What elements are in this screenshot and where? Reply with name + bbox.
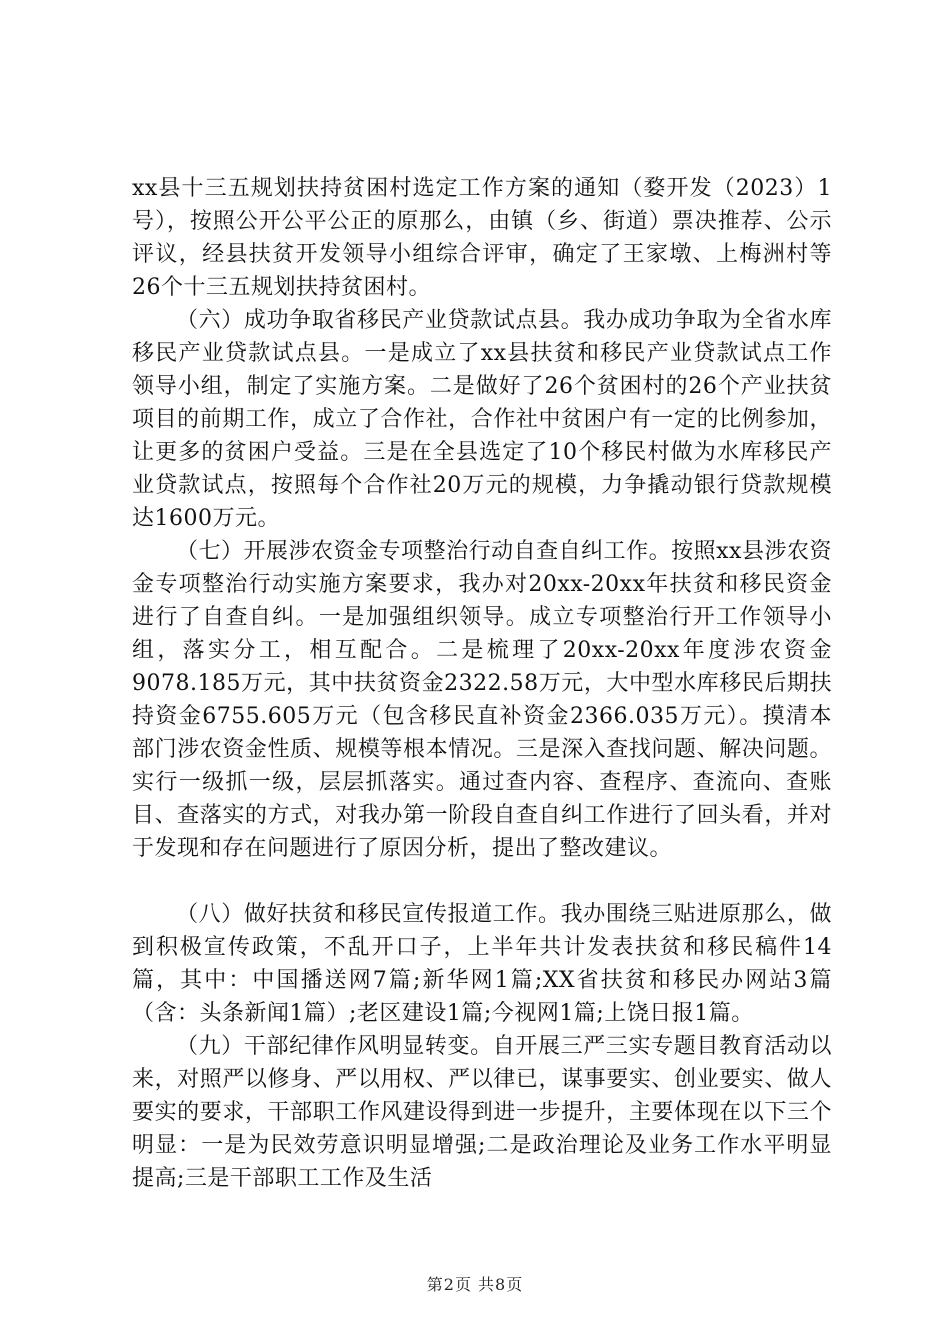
page-number-footer: 第2页 共8页 xyxy=(426,1275,524,1294)
paragraph-section-9: （九）干部纪律作风明显转变。自开展三严三实专题目教育活动以来，对照严以修身、严以用权、严以律已，谋事要实、创业要实、做人要实的要求，干部职工作风建设得到进一步提升，主要体现在以下三个明显：一是为民效劳意识明显增强;二是政治理论及业务工作水平明显提高;三是干部职工工作及生活 xyxy=(132,1034,832,1191)
paragraph-section-7: （七）开展涉农资金专项整治行动自查自纠工作。按照xx县涉农资金专项整治行动实施方案要求，我办对20xx-20xx年扶贫和移民资金进行了自查自纠。一是加强组织领导。成立专项整治行开工作领导小组，落实分工，相互配合。二是梳理了20xx-20xx年度涉农资金9078.185万元，其中扶贫资金2322.58万元，大中型水库移民后期扶持资金6755.605万元（包含移民直补资金2366.035万元）。摸清本部门涉农资金性质、规模等根本情况。三是深入查找问题、解决问题。实行一级抓一级，层层抓落实。通过查内容、查程序、查流向、查账目、查落实的方式，对我办第一阶段自查自纠工作进行了回头看，并对于发现和存在问题进行了原因分析，提出了整改建议。 xyxy=(132,539,832,861)
paragraph-section-8: （八）做好扶贫和移民宣传报道工作。我办围绕三贴进原那么，做到积极宣传政策，不乱开口子，上半年共计发表扶贫和移民稿件14篇，其中：中国播送网7篇;新华网1篇;XX省扶贫和移民办网站3篇（含：头条新闻1篇）;老区建设1篇;今视网1篇;上饶日报1篇。 xyxy=(132,902,832,1026)
document-body xyxy=(132,172,832,1195)
paragraph-section-6: （六）成功争取省移民产业贷款试点县。我办成功争取为全省水库移民产业贷款试点县。一是成立了xx县扶贫和移民产业贷款试点工作领导小组，制定了实施方案。二是做好了26个贫困村的26个产业扶贫项目的前期工作，成立了合作社，合作社中贫困户有一定的比例参加，让更多的贫困户受益。三是在全县选定了10个移民村做为水库移民产业贷款试点，按照每个合作社20万元的规模，力争撬动银行贷款规模达1600万元。 xyxy=(132,308,832,531)
paragraph-continuation: xx县十三五规划扶持贫困村选定工作方案的通知（婺开发（2023）1号），按照公开公平公正的原那么，由镇（乡、街道）票决推荐、公示评议，经县扶贫开发领导小组综合评审，确定了王家墩、上梅洲村等26个十三五规划扶持贫困村。 xyxy=(132,176,832,300)
